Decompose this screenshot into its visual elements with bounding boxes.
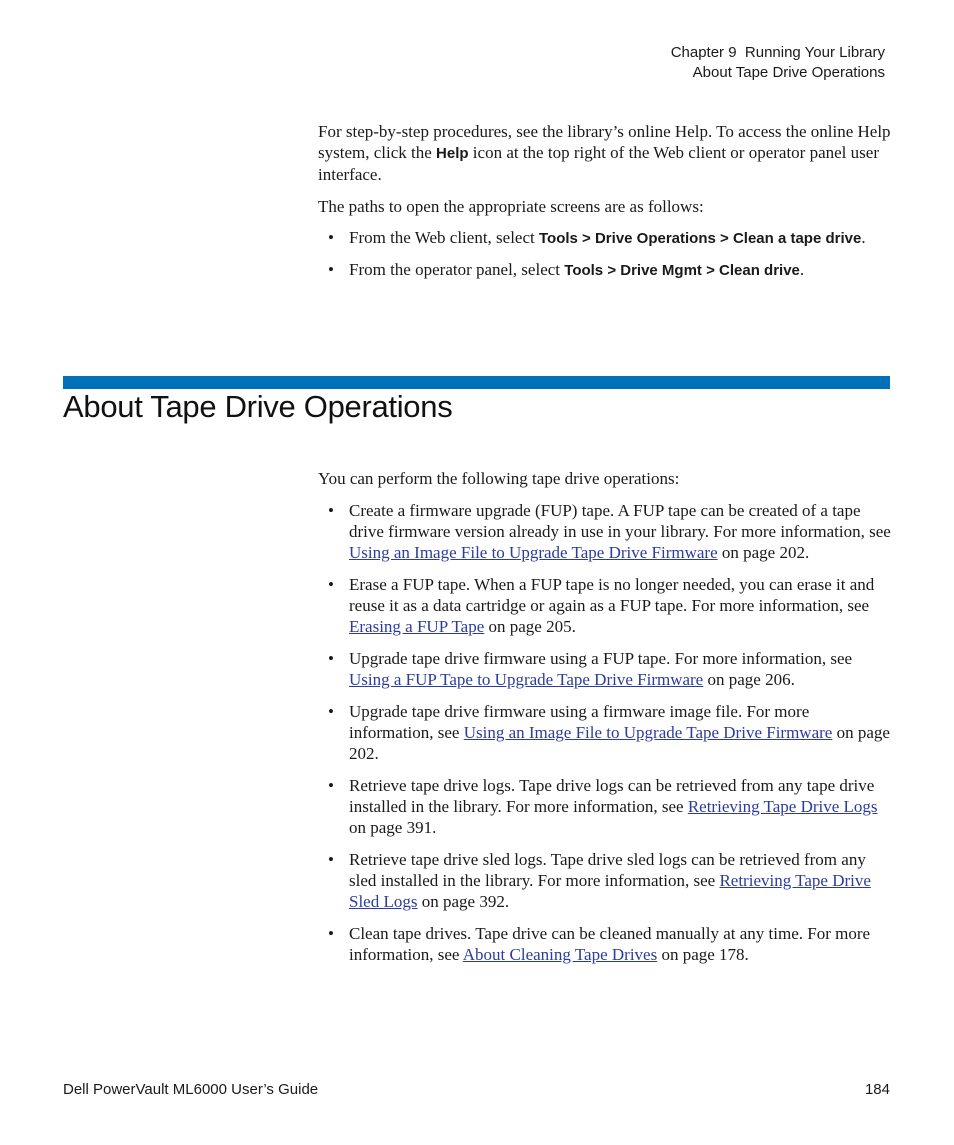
menu-path: Tools > Drive Mgmt > Clean drive — [564, 262, 800, 279]
xref-link[interactable]: About Cleaning Tape Drives — [462, 945, 658, 964]
section-heading: About Tape Drive Operations — [63, 389, 453, 424]
path-list — [318, 227, 893, 281]
header-section: About Tape Drive Operations — [692, 64, 885, 81]
list-item: • Upgrade tape drive firmware using a firmware image file. For more information, see Using an Image File to Upgrade Tape Drive Firmware on page 202. — [318, 701, 893, 764]
intro-block — [318, 121, 893, 281]
header-chapter: Chapter 9 Running Your Library — [670, 44, 885, 61]
list-item: • Retrieve tape drive sled logs. Tape drive sled logs can be retrieved from any sled installed in the library. For more information, see Retrieving Tape Drive Sled Logs on page 392. — [318, 849, 893, 912]
list-item: • Clean tape drives. Tape drive can be cleaned manually at any time. For more information, see About Cleaning Tape Drives on page 178. — [318, 923, 893, 965]
page-number: 184 — [864, 1081, 890, 1098]
menu-path: Tools > Drive Operations > Clean a tape drive — [539, 230, 862, 247]
list-item: • From the Web client, select Tools > Drive Operations > Clean a tape drive. — [318, 227, 893, 249]
xref-link[interactable]: Retrieving Tape Drive Logs — [687, 797, 878, 816]
section-lead: You can perform the following tape drive operations: — [318, 469, 680, 488]
running-header — [671, 43, 885, 83]
xref-link[interactable]: Using an Image File to Upgrade Tape Drive Firmware — [463, 723, 833, 742]
section-body — [318, 468, 893, 965]
xref-link[interactable]: Using a FUP Tape to Upgrade Tape Drive Firmware — [349, 670, 704, 689]
list-item: • Retrieve tape drive logs. Tape drive logs can be retrieved from any tape drive installed in the library. For more information, see Retrieving Tape Drive Logs on page 391. — [318, 775, 893, 838]
list-item: • Erase a FUP tape. When a FUP tape is no longer needed, you can erase it and reuse it as a data cartridge or again as a FUP tape. For more information, see Erasing a FUP Tape on page 205. — [318, 574, 893, 637]
paths-paragraph: The paths to open the appropriate screens are as follows: — [318, 197, 704, 216]
intro-paragraph: For step-by-step procedures, see the library’s online Help. To access the online Help system, click the Help icon at the top right of the Web client or operator panel user interface. — [318, 122, 891, 184]
list-item: • Create a firmware upgrade (FUP) tape. A FUP tape can be created of a tape drive firmware version already in use in your library. For more information, see Using an Image File to Upgrade Tape Drive Firmware on page 202. — [318, 500, 893, 563]
xref-link[interactable]: Erasing a FUP Tape — [349, 617, 485, 636]
help-ui-term: Help — [436, 145, 469, 162]
list-item: • From the operator panel, select Tools > Drive Mgmt > Clean drive. — [318, 259, 893, 281]
list-item: • Upgrade tape drive firmware using a FUP tape. For more information, see Using a FUP Tape to Upgrade Tape Drive Firmware on page 206. — [318, 648, 893, 690]
footer-title: Dell PowerVault ML6000 User’s Guide — [63, 1081, 319, 1098]
operations-list — [318, 500, 893, 965]
xref-link[interactable]: Retrieving Tape Drive Sled Logs — [349, 871, 871, 911]
xref-link[interactable]: Using an Image File to Upgrade Tape Drive Firmware — [349, 543, 718, 562]
